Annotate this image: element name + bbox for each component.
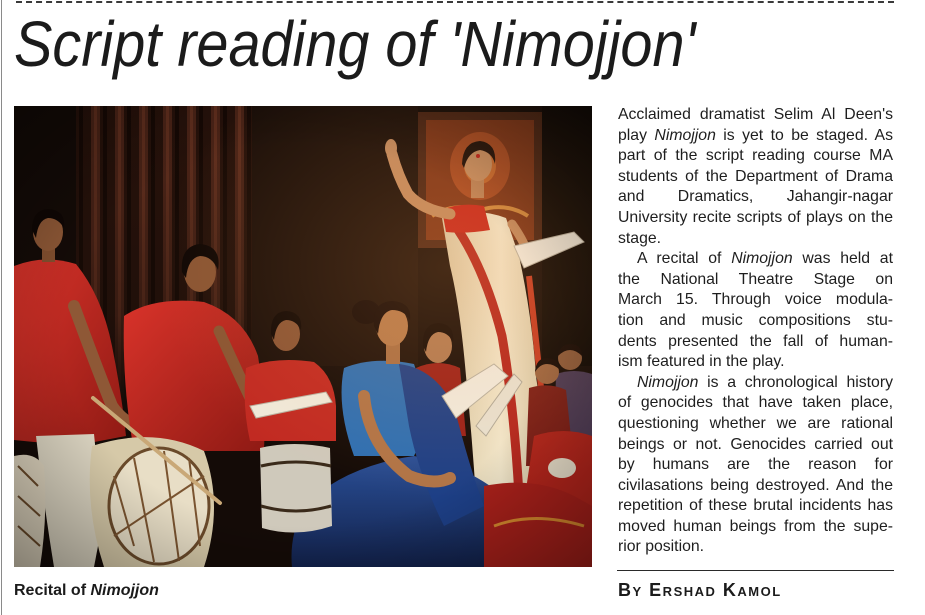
play-title-italic: Nimojjon — [654, 126, 716, 144]
body-text: moved human beings from the supe- — [618, 517, 893, 535]
body-text: and Dramatics, Jahangir-nagar — [618, 188, 893, 206]
body-line — [618, 187, 893, 208]
body-line — [618, 455, 893, 476]
body-line — [618, 537, 893, 558]
body-text: University recite scripts of plays on the — [618, 208, 893, 226]
body-text: was held at — [792, 250, 893, 268]
body-text: ism featured in the play. — [618, 353, 785, 371]
body-line — [618, 496, 893, 517]
body-text: rior position. — [618, 538, 705, 556]
play-title-italic: Nimojjon — [731, 250, 793, 268]
body-line — [618, 517, 893, 538]
section-dashed-rule — [16, 1, 894, 3]
body-text: Acclaimed dramatist Selim Al Deen's — [618, 106, 893, 123]
byline-rule — [617, 570, 894, 571]
body-line — [618, 414, 893, 435]
body-line — [618, 208, 893, 229]
caption-play-title: Nimojjon — [90, 582, 159, 599]
body-line — [618, 105, 893, 126]
body-text: stage. — [618, 229, 662, 247]
article-paragraph — [618, 105, 893, 249]
body-text: beings or not. Genocides carried out — [618, 435, 893, 453]
article-body — [618, 105, 893, 558]
body-text: play — [618, 126, 655, 144]
body-text: civilasations being destroyed. And the — [618, 476, 893, 494]
body-text: repetition of these brutal incidents has — [618, 497, 893, 515]
body-text: students of the Department of Drama — [618, 167, 893, 185]
caption-text: Recital of — [14, 582, 91, 599]
body-line — [618, 290, 893, 311]
article-title: Script reading of 'Nimojjon' — [14, 8, 696, 80]
body-line — [618, 249, 893, 270]
body-text: tion and music compositions stu- — [618, 311, 893, 329]
body-line — [618, 476, 893, 497]
body-line — [618, 126, 893, 147]
body-line — [618, 352, 893, 373]
body-line — [618, 146, 893, 167]
body-line — [618, 435, 893, 456]
body-line — [618, 229, 893, 250]
body-text: is yet to be staged. As — [715, 126, 893, 144]
byline: By Ershad Kamol — [618, 580, 782, 600]
body-text: is a chronological history — [698, 373, 893, 391]
play-title-italic: Nimojjon — [637, 373, 699, 391]
page-left-border — [1, 0, 2, 615]
body-text: by humans are the reason for — [618, 456, 893, 474]
article-paragraph — [618, 249, 893, 373]
body-line — [618, 332, 893, 353]
body-text: March 15. Through voice modula- — [618, 291, 893, 309]
body-text: of genocides that have taken place, — [618, 394, 893, 412]
body-line — [618, 167, 893, 188]
article-paragraph — [618, 373, 893, 558]
photo-caption — [14, 581, 159, 601]
body-line — [618, 270, 893, 291]
article-photo — [14, 106, 592, 567]
body-text: A recital of — [637, 250, 732, 268]
body-text: dents presented the fall of human- — [618, 332, 893, 350]
body-line — [618, 373, 893, 394]
body-text: the National Theatre Stage on — [618, 270, 893, 288]
body-text: part of the script reading course MA — [618, 147, 893, 165]
body-line — [618, 311, 893, 332]
body-text: questioning whether we are rational — [618, 414, 893, 432]
photo-vignette — [14, 106, 592, 567]
body-line — [618, 393, 893, 414]
